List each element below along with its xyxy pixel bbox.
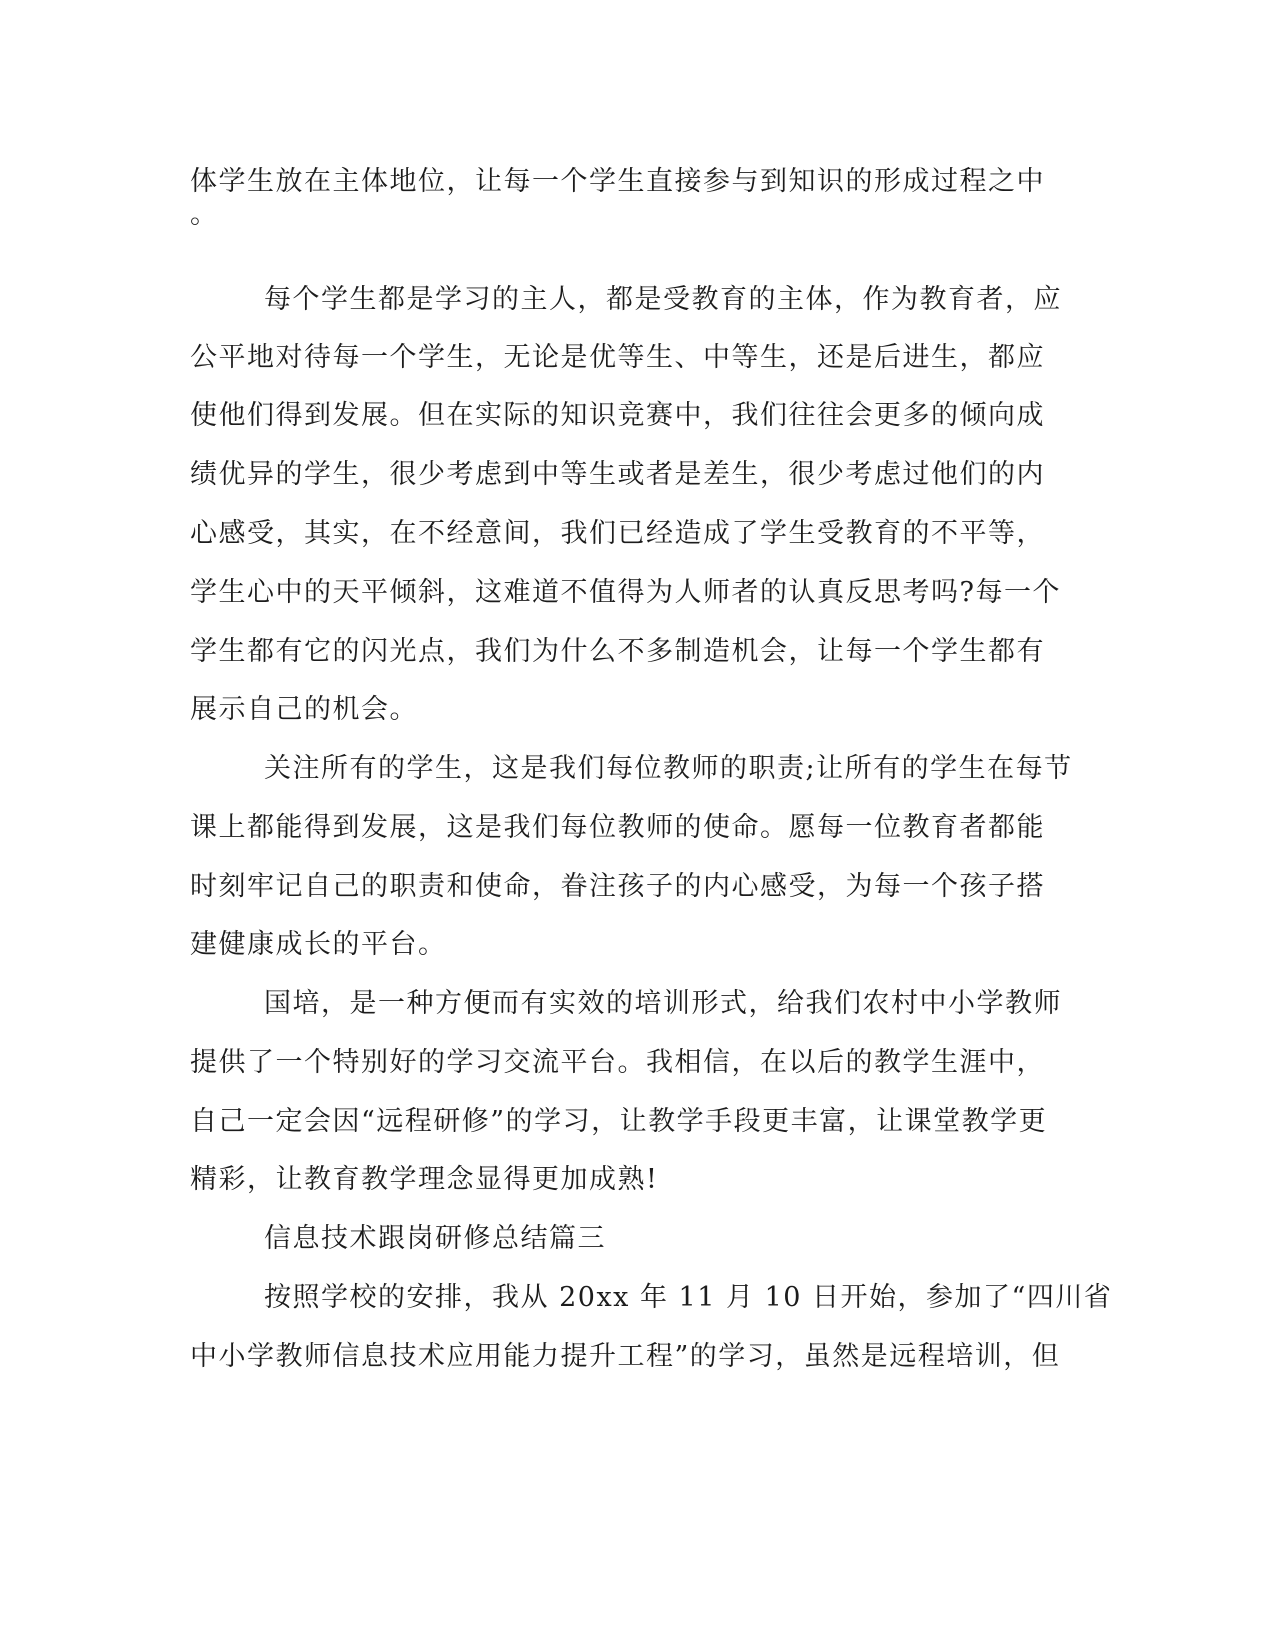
text-line-17: 自己一定会因“远程研修”的学习，让教学手段更丰富，让课堂教学更 xyxy=(190,1106,1048,1137)
text-line-13: 时刻牢记自己的职责和使命，眷注孩子的内心感受，为每一个孩子搭 xyxy=(190,871,1045,902)
section-heading: 信息技术跟岗研修总结篇三 xyxy=(264,1223,606,1254)
text-line-8: 学生心中的天平倾斜，这难道不值得为人师者的认真反思考吗?每一个 xyxy=(190,577,1061,608)
text-line-9: 学生都有它的闪光点，我们为什么不多制造机会，让每一个学生都有 xyxy=(190,636,1045,667)
text-line-16: 提供了一个特别好的学习交流平台。我相信，在以后的教学生涯中， xyxy=(190,1047,1045,1078)
text-line-10: 展示自己的机会。 xyxy=(190,694,418,725)
text-line-7: 心感受，其实，在不经意间，我们已经造成了学生受教育的不平等， xyxy=(190,518,1045,549)
text-line-11: 关注所有的学生，这是我们每位教师的职责;让所有的学生在每节 xyxy=(264,753,1073,784)
text-line-6: 绩优异的学生，很少考虑到中等生或者是差生，很少考虑过他们的内 xyxy=(190,459,1045,490)
text-line-1: 体学生放在主体地位，让每一个学生直接参与到知识的形成过程之中 xyxy=(190,166,1045,197)
text-line-21: 中小学教师信息技术应用能力提升工程”的学习，虽然是远程培训，但 xyxy=(190,1341,1061,1372)
text-line-3: 每个学生都是学习的主人，都是受教育的主体，作为教育者，应 xyxy=(264,284,1062,315)
text-line-14: 建健康成长的平台。 xyxy=(190,929,447,960)
text-line-18: 精彩，让教育教学理念显得更加成熟! xyxy=(190,1164,659,1195)
text-line-20: 按照学校的安排，我从 20xx 年 11 月 10 日开始，参加了“四川省 xyxy=(264,1282,1113,1313)
text-line-12: 课上都能得到发展，这是我们每位教师的使命。愿每一位教育者都能 xyxy=(190,812,1045,843)
text-line-4: 公平地对待每一个学生，无论是优等生、中等生，还是后进生，都应 xyxy=(190,342,1045,373)
text-line-15: 国培，是一种方便而有实效的培训形式，给我们农村中小学教师 xyxy=(264,988,1062,1019)
text-line-2: 。 xyxy=(190,199,219,230)
text-line-5: 使他们得到发展。但在实际的知识竞赛中，我们往往会更多的倾向成 xyxy=(190,400,1045,431)
